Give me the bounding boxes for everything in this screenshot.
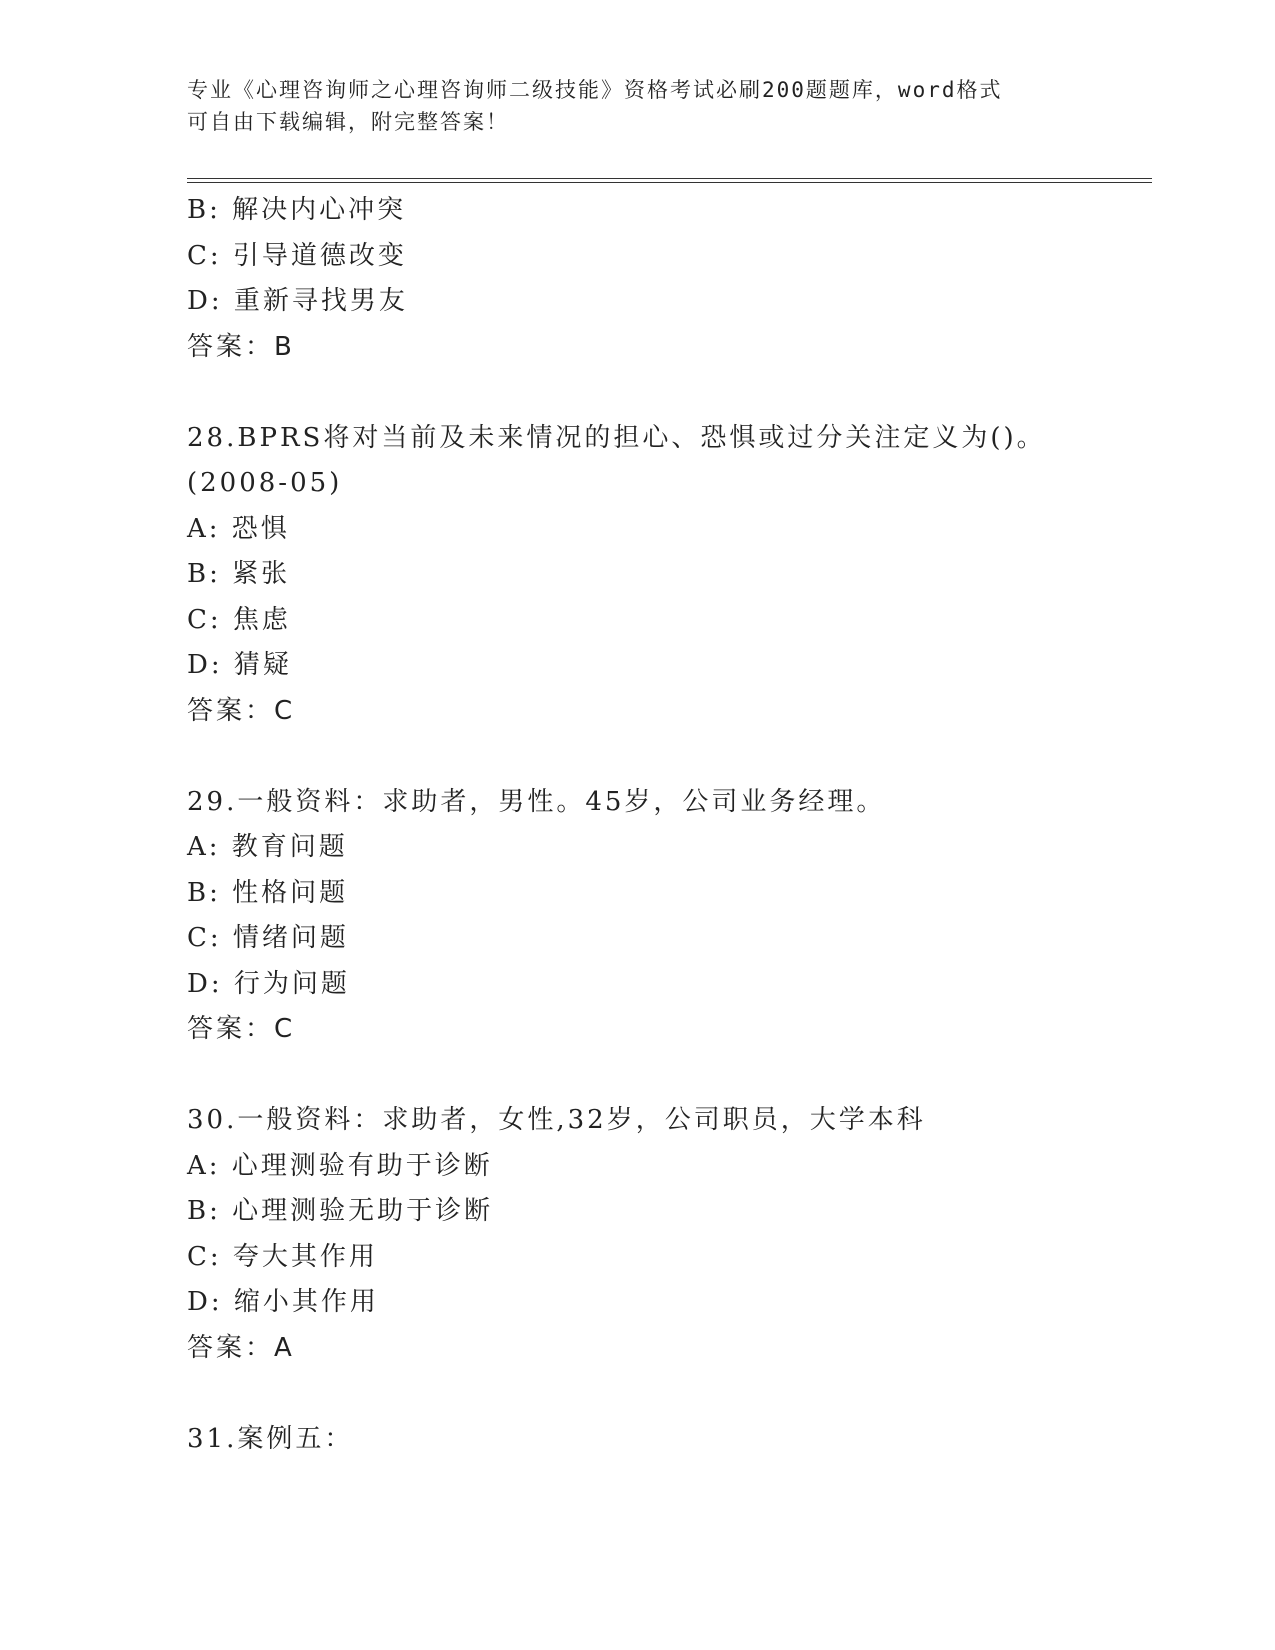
- question-block-27: [187, 188, 1147, 370]
- option-c: C: 情绪问题: [187, 923, 349, 953]
- answer-line: 答案：B: [187, 331, 295, 362]
- answer-line: 答案：A: [187, 1332, 295, 1363]
- header-divider-top: [187, 178, 1152, 179]
- header-line-2: 可自由下载编辑，附完整答案！: [187, 110, 509, 134]
- question-stem: 31.案例五：: [187, 1423, 354, 1454]
- question-block-31: [187, 1417, 1147, 1463]
- document-header: [187, 74, 1067, 138]
- question-block-29: [187, 780, 1147, 1053]
- option-b: B: 性格问题: [187, 877, 349, 908]
- option-b: B: 心理测验无助于诊断: [187, 1196, 494, 1226]
- option-b: B: 紧张: [187, 559, 291, 589]
- option-a: A: 恐惧: [187, 513, 290, 544]
- question-block-30: [187, 1098, 1147, 1371]
- option-d: D: 猜疑: [187, 650, 292, 680]
- header-line-1: 专业《心理咨询师之心理咨询师二级技能》资格考试必刷200题题库，word格式: [187, 78, 1003, 102]
- question-stem-continued: (2008-05): [187, 468, 343, 498]
- option-c: C: 夸大其作用: [187, 1241, 378, 1272]
- question-stem: 29.一般资料：求助者，男性。45岁，公司业务经理。: [187, 786, 886, 817]
- option-c: C: 焦虑: [187, 604, 291, 635]
- question-block-28: [187, 416, 1147, 735]
- option-d: D: 重新寻找男友: [187, 286, 408, 316]
- header-divider-bottom: [187, 182, 1152, 183]
- question-stem: 28.BPRS将对当前及未来情况的担心、恐惧或过分关注定义为()。: [187, 422, 1046, 453]
- option-b: B: 解决内心冲突: [187, 195, 407, 225]
- option-c: C: 引导道德改变: [187, 240, 407, 271]
- option-a: A: 心理测验有助于诊断: [187, 1150, 493, 1181]
- answer-line: 答案：C: [187, 1014, 296, 1044]
- option-d: D: 缩小其作用: [187, 1287, 379, 1317]
- option-d: D: 行为问题: [187, 968, 350, 999]
- question-list: [187, 188, 1147, 1462]
- answer-line: 答案：C: [187, 695, 296, 726]
- option-a: A: 教育问题: [187, 832, 348, 862]
- question-stem: 30.一般资料：求助者，女性,32岁，公司职员，大学本科: [187, 1105, 926, 1135]
